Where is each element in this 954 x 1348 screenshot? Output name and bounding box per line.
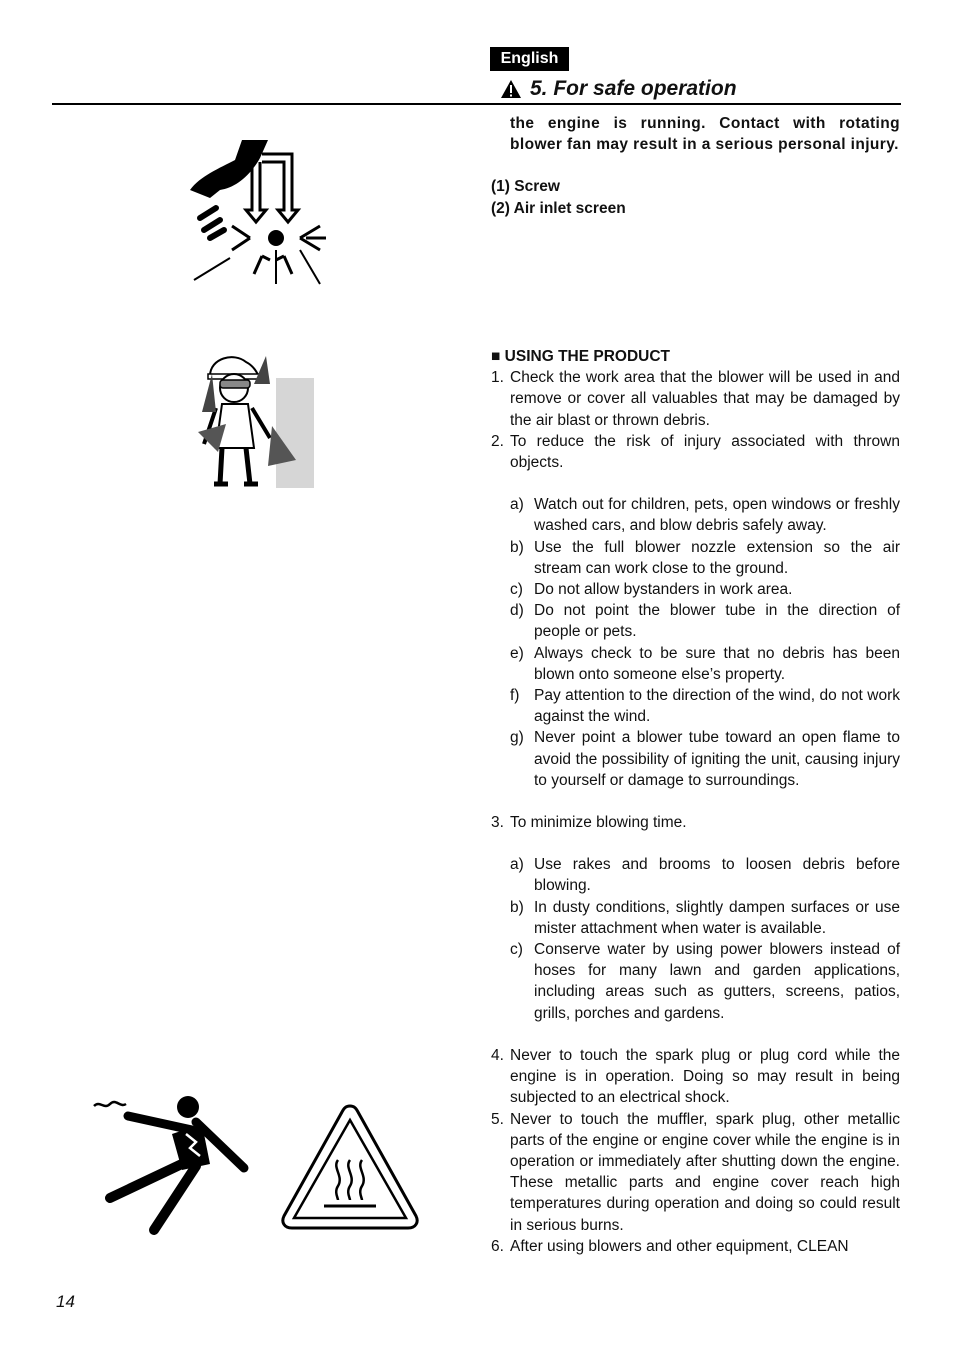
sub-list-item: e) Always check to be sure that no debris has been blown onto someone else’s property. — [510, 644, 900, 683]
page-number: 14 — [56, 1292, 75, 1311]
electric-shock-icon — [92, 1094, 252, 1236]
protective-gear-worker-icon — [196, 348, 316, 493]
section-title-text: 5. For safe operation — [530, 77, 737, 100]
language-tab: English — [490, 47, 569, 71]
legend-screw: (1) Screw — [491, 178, 560, 196]
using-product-heading: ■ USING THE PRODUCT — [491, 348, 671, 365]
sub-list-item: g) Never point a blower tube toward an open flame to avoid the possibility of igniting the unit, causing injury to yourself or damage to surroundings. — [510, 729, 900, 789]
sub-list-item: a) Watch out for children, pets, open windows or freshly washed cars, and blow debris safely away. — [510, 496, 900, 535]
warning-paragraph-block — [491, 113, 900, 219]
sub-list-item: b) Use the full blower nozzle extension so the air stream can work close to the ground. — [510, 538, 900, 577]
warning-continuation: the engine is running. Contact with rotating blower fan may result in a serious personal injury. — [510, 115, 900, 154]
sub-list-item: d) Do not point the blower tube in the direction of people or pets. — [510, 602, 900, 641]
sub-list-item: b) In dusty conditions, slightly dampen surfaces or use mister attachment when water is available. — [510, 898, 900, 937]
sub-list-item: c) Do not allow bystanders in work area. — [510, 581, 793, 599]
list-item: 5. Never to touch the muffler, spark plug, other metallic parts of the engine or engine cover while the engine is in operation or immediately after shutting down the engine. These metallic parts and engine cover reach high temperatures during operation and doing so could result in serious burns. — [491, 1110, 900, 1234]
list-item: 3. To minimize blowing time. — [491, 814, 687, 832]
sub-list-item: c) Conserve water by using power blowers instead of hoses for many lawn and garden applications, including areas such as gutters, screens, patios, grills, porches and gardens. — [510, 941, 900, 1022]
list-item: 6. After using blowers and other equipment, CLEAN — [491, 1237, 849, 1255]
list-item: 4. Never to touch the spark plug or plug cord while the engine is in operation. Doing so may result in being subjected to an electrical shock. — [491, 1046, 900, 1107]
sub-list-item: a) Use rakes and brooms to loosen debris before blowing. — [510, 856, 900, 895]
list-item: 2. To reduce the risk of injury associated with thrown objects. — [491, 432, 900, 472]
header-divider — [52, 103, 901, 105]
list-item: 1. Check the work area that the blower will be used in and remove or cover all valuables that may be damaged by the air blast or thrown debris. — [491, 369, 900, 429]
warning-triangle-icon — [500, 79, 522, 99]
square-bullet-icon: ■ — [491, 348, 505, 365]
legend-air-inlet-screen: (2) Air inlet screen — [491, 199, 626, 217]
using-product-section — [491, 346, 900, 1257]
sub-list-item: f) Pay attention to the direction of the wind, do not work against the wind. — [510, 687, 900, 726]
section-title — [500, 74, 737, 104]
hot-surface-icon — [280, 1104, 420, 1230]
hand-fan-hazard-icon — [180, 138, 330, 288]
